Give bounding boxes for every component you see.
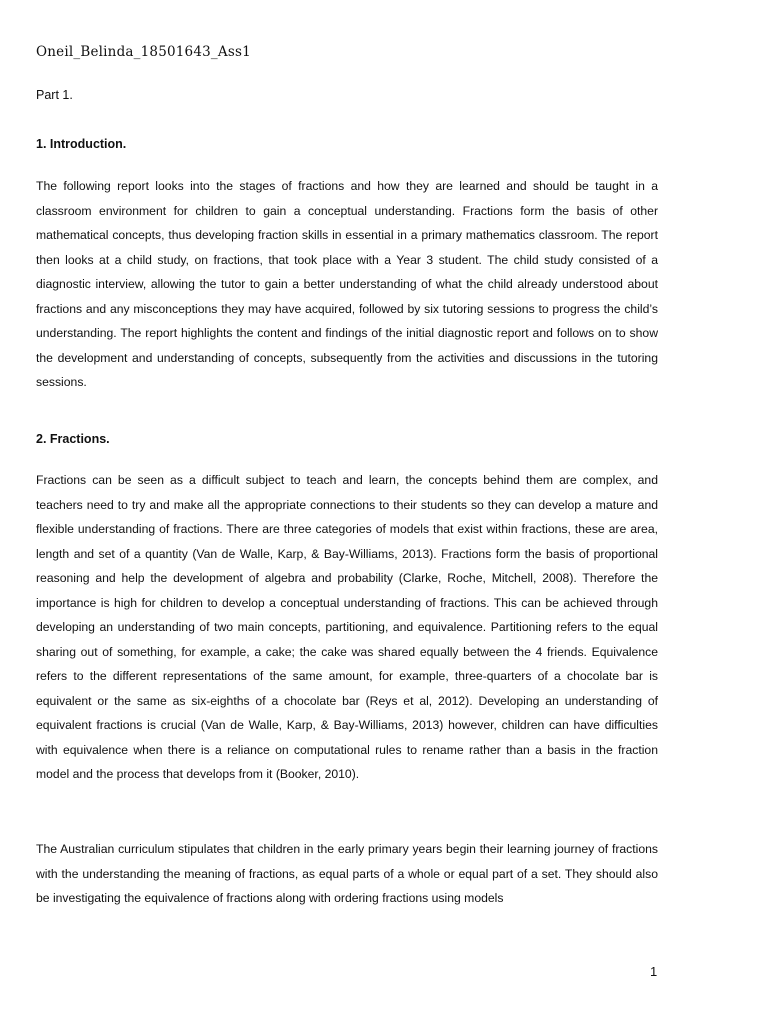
- part-label: Part 1.: [36, 88, 73, 102]
- fractions-paragraph-1: Fractions can be seen as a difficult subject to teach and learn, the concepts behind them are complex, and teachers need to try and make all the appropriate connections to their students so they can develop a mature and flexible understanding of fractions. There are three categories of models that exist within fractions, these are area, length and set of a quantity (Van de Walle, Karp, & Bay-Williams, 2013). Fractions form the basis of proportional reasoning and help the development of algebra and probability (Clarke, Roche, Mitchell, 2008). Therefore the importance is high for children to develop a conceptual understanding of fractions. This can be achieved through developing an understanding of two main concepts, partitioning, and equivalence. Partitioning refers to the equal sharing out of something, for example, a cake; the cake was shared equally between the 4 friends. Equivalence refers to the different representations of the same amount, for example, three-quarters of a chocolate bar is equivalent or the same as six-eighths of a chocolate bar (Reys et al, 2012). Developing an understanding of equivalent fractions is crucial (Van de Walle, Karp, & Bay-Williams, 2013) however, children can have difficulties with equivalence when there is a reliance on computational rules to rename rather than a basis in the fraction model and the process that develops from it (Booker, 2010).: [36, 473, 658, 781]
- page-number: 1: [650, 964, 658, 979]
- document-header: Oneil_Belinda_18501643_Ass1: [36, 44, 251, 60]
- section-heading-fractions: 2. Fractions.: [36, 432, 110, 446]
- introduction-paragraph: The following report looks into the stages of fractions and how they are learned and should be taught in a classroom environment for children to gain a conceptual understanding. Fractions form the basis of other mathematical concepts, thus developing fraction skills in essential in a primary mathematics classroom. The report then looks at a child study, on fractions, that took place with a Year 3 student. The child study consisted of a diagnostic interview, allowing the tutor to gain a better understanding of what the child already understood about fractions and any misconceptions they may have acquired, followed by six tutoring sessions to progress the child’s understanding. The report highlights the content and findings of the initial diagnostic report and follows on to show the development and understanding of concepts, subsequently from the activities and discussions in the tutoring sessions.: [36, 179, 658, 389]
- section-heading-introduction: 1. Introduction.: [36, 137, 127, 151]
- fractions-paragraph-2: The Australian curriculum stipulates that children in the early primary years begin their learning journey of fractions with the understanding the meaning of fractions, as equal parts of a whole or equal part of a set. They should also be investigating the equivalence of fractions along with ordering fractions using models: [36, 842, 658, 905]
